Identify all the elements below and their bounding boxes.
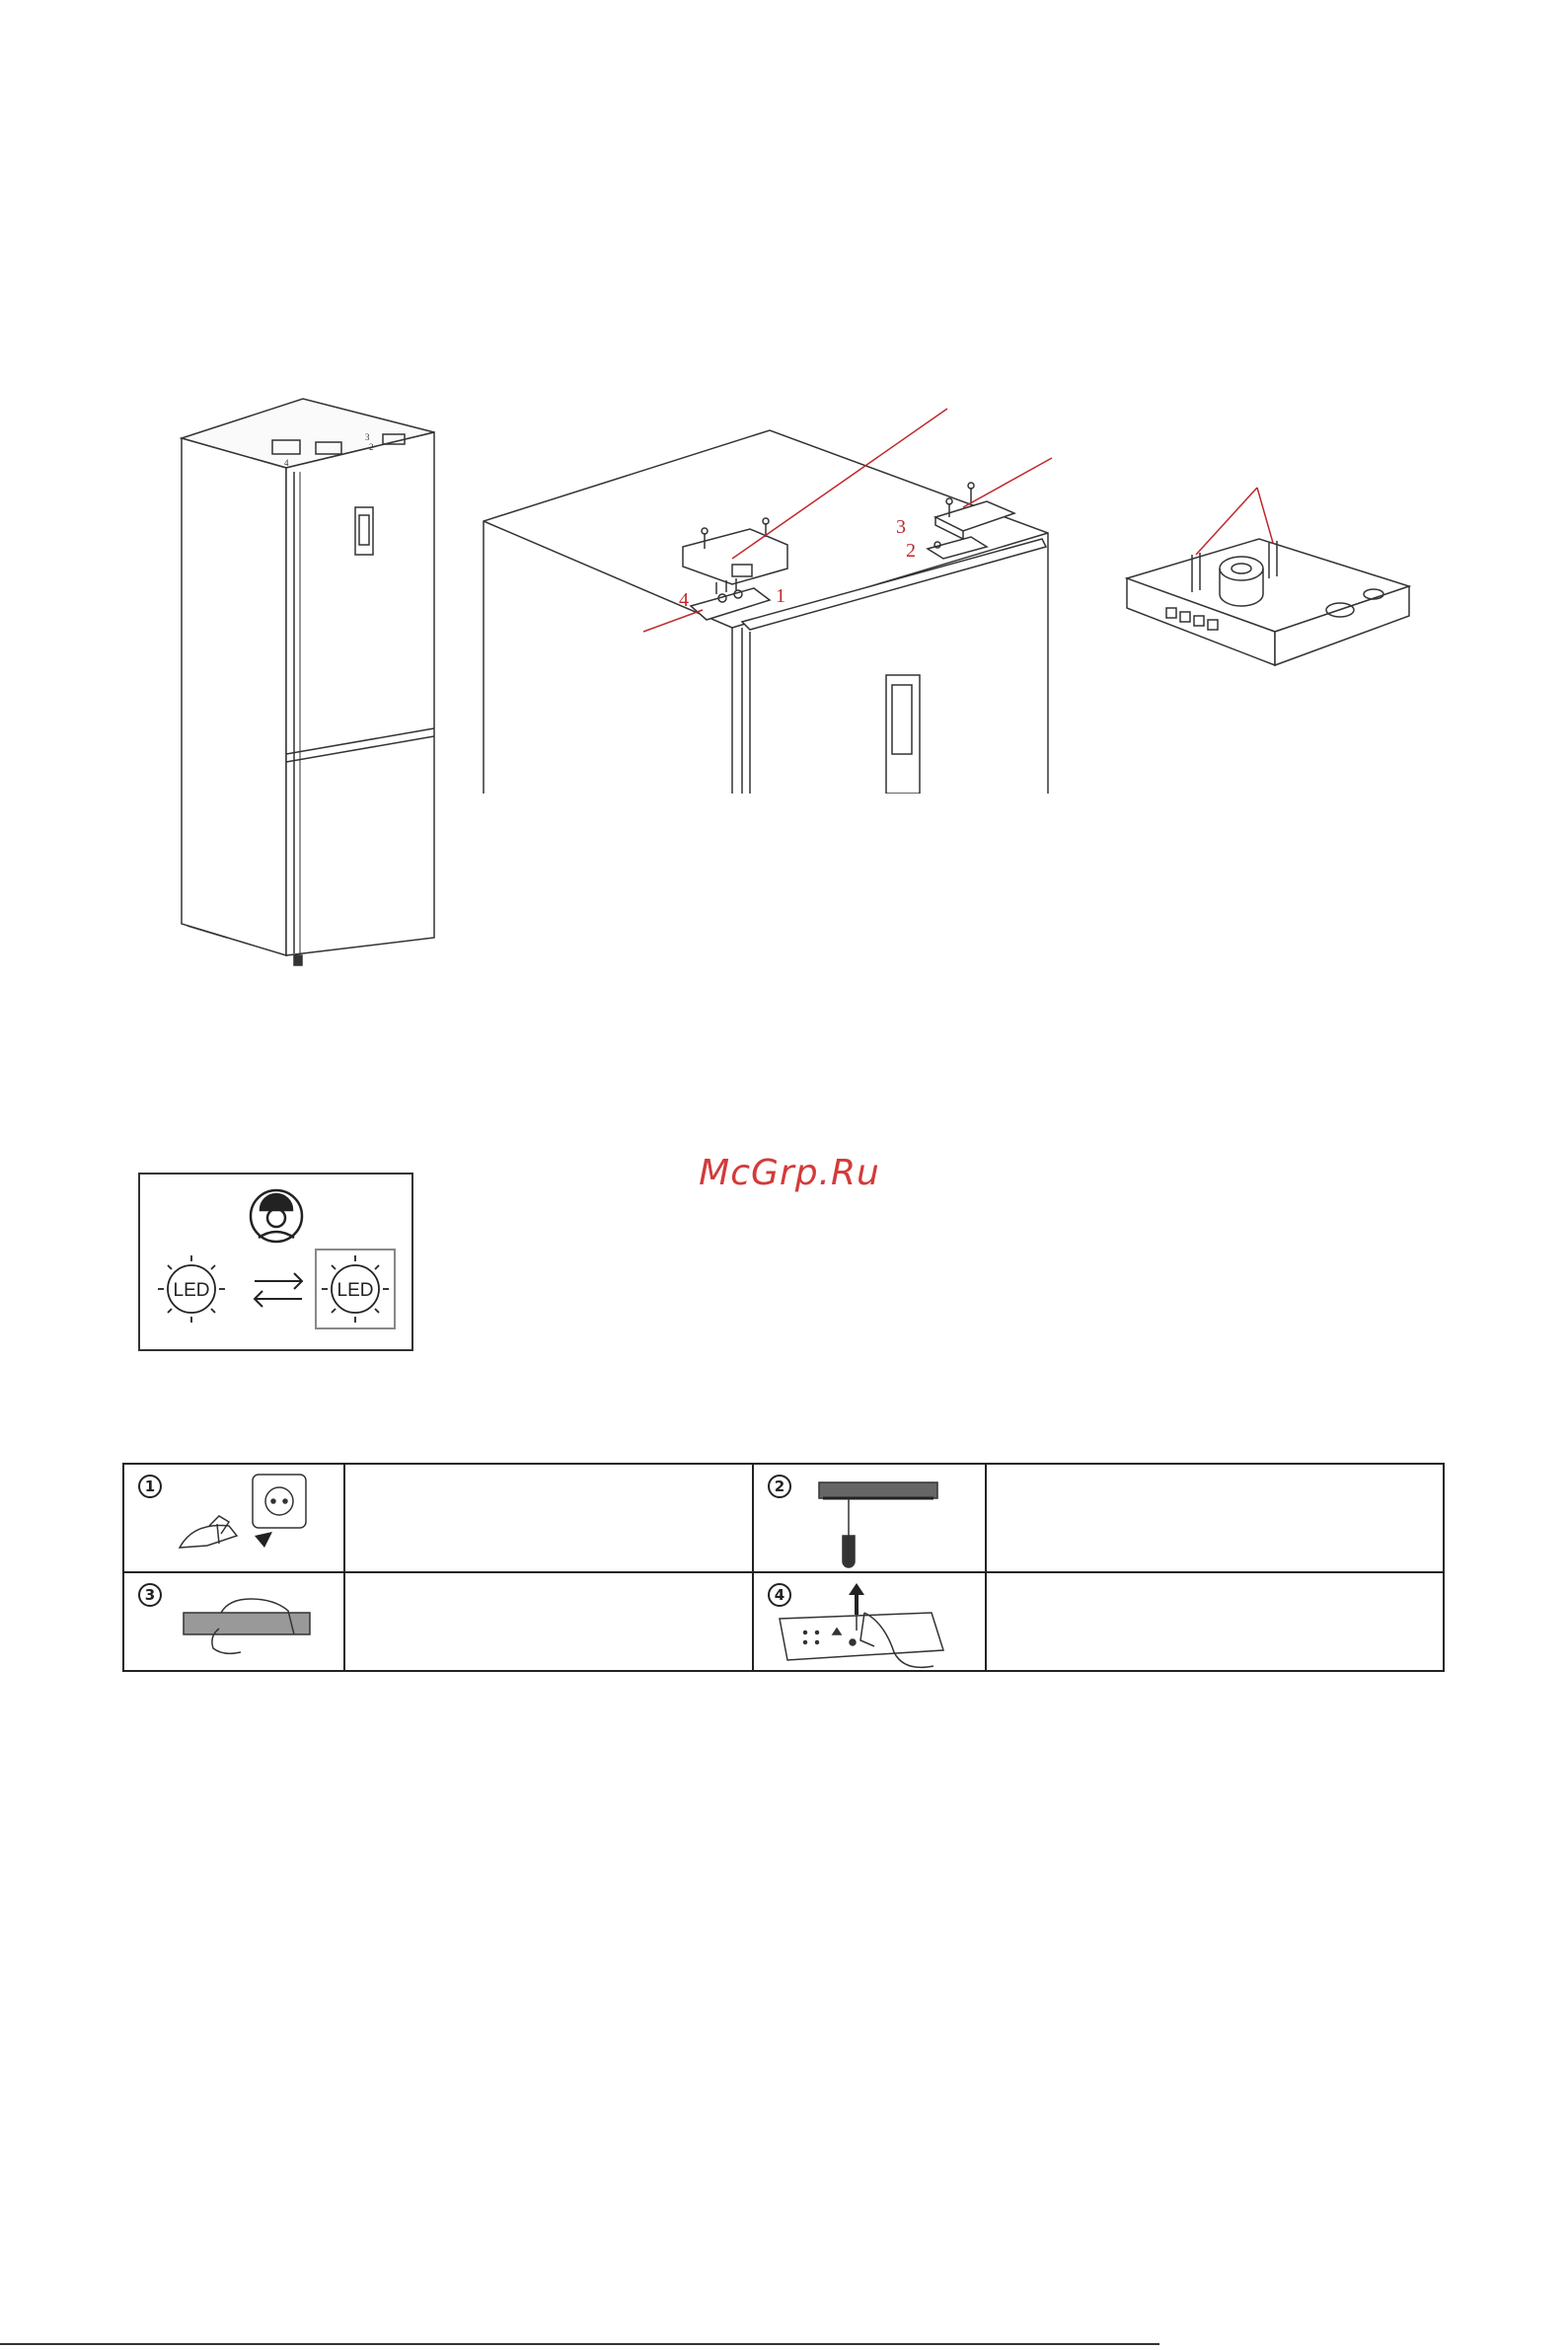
pull-up-panel-icon xyxy=(754,1573,987,1670)
step-number: 1 xyxy=(138,1475,162,1498)
svg-text:3: 3 xyxy=(365,432,370,442)
hinge-label-3: 3 xyxy=(896,516,906,538)
screwdriver-icon xyxy=(754,1465,987,1571)
step-4-text xyxy=(986,1572,1444,1671)
step-4-image xyxy=(753,1572,986,1671)
step-number: 4 xyxy=(768,1583,791,1607)
led-service-panel xyxy=(138,1173,413,1351)
step-2-image xyxy=(753,1464,986,1572)
steps-table xyxy=(122,1463,1445,1672)
led-left-label: LED xyxy=(173,1280,210,1301)
step-1-text xyxy=(344,1464,753,1572)
hinge-label-2: 2 xyxy=(906,540,916,562)
hinge-label-4: 4 xyxy=(679,589,689,611)
step-number: 3 xyxy=(138,1583,162,1607)
service-technician-icon xyxy=(251,1190,302,1242)
page-bottom-rule xyxy=(0,2343,1159,2345)
svg-text:4: 4 xyxy=(284,458,289,468)
watermark: McGrp.Ru xyxy=(699,1153,880,1193)
step-1-image xyxy=(123,1464,344,1572)
fridge-overview-illustration xyxy=(168,393,444,985)
step-3-text xyxy=(344,1572,753,1671)
step-number: 2 xyxy=(768,1475,791,1498)
led-panel-graphic xyxy=(140,1175,411,1349)
hinge-label-1: 1 xyxy=(776,585,785,607)
remove-cover-icon xyxy=(124,1573,345,1670)
svg-text:2: 2 xyxy=(369,442,374,452)
step-2-text xyxy=(986,1464,1444,1572)
hinge-plate-illustration xyxy=(1121,484,1417,671)
step-3-image xyxy=(123,1572,344,1671)
swap-arrows-icon xyxy=(255,1273,302,1307)
unplug-icon xyxy=(124,1465,345,1571)
led-right-label: LED xyxy=(336,1280,374,1301)
hinge-detail-illustration xyxy=(474,399,1066,794)
